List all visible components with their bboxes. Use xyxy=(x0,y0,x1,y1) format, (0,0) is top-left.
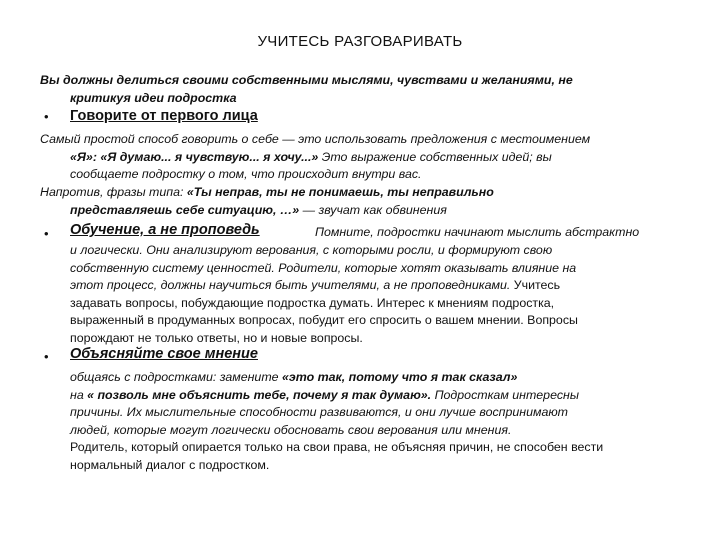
section2-line: и логически. Они анализируют верования, с которыми росли, и формируют свою xyxy=(70,243,553,257)
section3-line2-c: Подросткам интересны xyxy=(431,387,579,402)
bullet-icon: • xyxy=(44,226,49,241)
section3-lead: общаясь с подростками: замените xyxy=(70,370,282,384)
section2-line: выраженный в продуманных вопросах, побудит его спросить о вашем мнении. Вопросы xyxy=(70,313,578,327)
section1-p2-lead: Напротив, фразы типа: xyxy=(40,185,187,199)
section1-p1-line1: Самый простой способ говорить о себе — это использовать предложения с местоимением xyxy=(40,132,591,146)
bullet-icon: • xyxy=(44,109,49,124)
section1-p1-emphasis: «Я»: «Я думаю... я чувствую... я хочу...» xyxy=(70,149,319,164)
section2-heading: Обучение, а не проповедь xyxy=(70,222,260,238)
section3-quote-2: « позволь мне объяснить тебе, почему я так думаю». xyxy=(87,387,432,402)
intro-line-1: Вы должны делиться своими собственными мыслями, чувствами и желаниями, не xyxy=(40,73,573,87)
bullet-icon: • xyxy=(44,349,49,364)
section1-paragraph-1 xyxy=(40,131,680,184)
section2-line: этот процесс, должны научиться быть учителями, а не проповедниками. xyxy=(70,278,511,292)
section3-line: причины. Их мыслительные способности развиваются, и они лучше воспринимают xyxy=(70,405,568,419)
section2-line: порождают не только ответы, но и новые вопросы. xyxy=(70,330,363,345)
section3-line: Родитель, который опирается только на свои права, не объясняя причин, не способен вести xyxy=(70,440,604,454)
section1-p2-quote-2: представляешь себе ситуацию, …» xyxy=(70,202,300,217)
section1-heading: Говорите от первого лица xyxy=(70,108,258,124)
section1-paragraph-2 xyxy=(40,184,680,219)
section2-body xyxy=(70,242,678,347)
intro-paragraph xyxy=(40,72,680,107)
section2-line: задавать вопросы, побуждающие подростка думать. Интерес к мнениям подростка, xyxy=(70,295,555,310)
section1-p1-line2-rest: Это выражение собственных идей; вы xyxy=(318,149,552,164)
section2-line: собственную систему ценностей. Родители, которые хотят оказывать влияние на xyxy=(70,260,577,275)
section1-p2-rest: — звучат как обвинения xyxy=(299,202,447,217)
intro-line-2: критикуя идеи подростка xyxy=(70,90,237,105)
section3-line: людей, которые могут логически обосновать свои верования или мнения. xyxy=(70,422,512,437)
section3-quote-1: «это так, потому что я так сказал» xyxy=(281,370,518,384)
section3-line: нормальный диалог с подростком. xyxy=(70,457,270,472)
section3-line2-a: на xyxy=(70,387,88,402)
section2-line-tail: Учитесь xyxy=(510,278,561,292)
section1-p1-line3: сообщаете подростку о том, что происходит внутри вас. xyxy=(70,167,422,181)
slide-title: УЧИТЕСЬ РАЗГОВАРИВАТЬ xyxy=(257,33,463,50)
section3-heading: Объясняйте свое мнение xyxy=(70,346,258,362)
section3-body xyxy=(70,369,678,474)
section2-lead: Помните, подростки начинают мыслить абстрактно xyxy=(315,225,640,239)
section1-p2-quote-1: «Ты неправ, ты не понимаешь, ты неправильно xyxy=(186,185,494,199)
